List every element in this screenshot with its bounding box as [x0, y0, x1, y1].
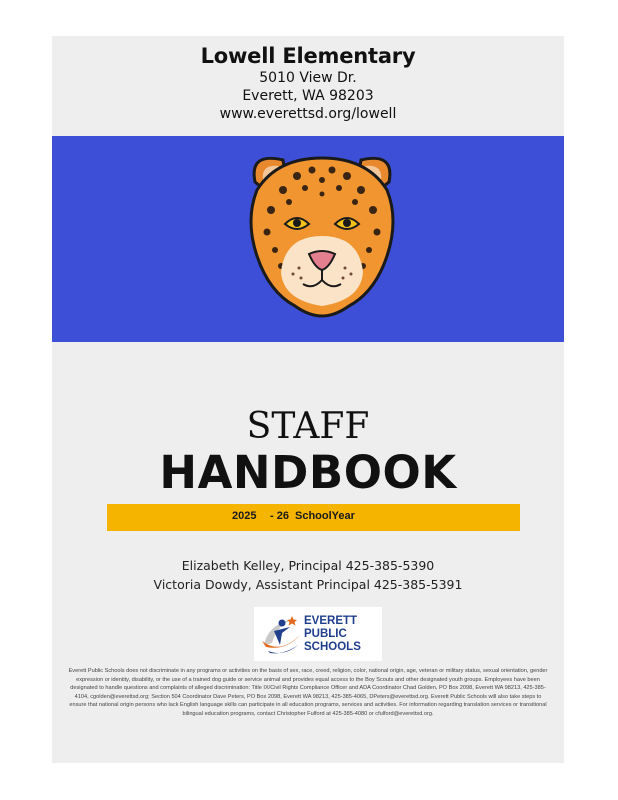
assistant-principal-contact: Victoria Dowdy, Assistant Principal 425-385-5391 — [153, 577, 463, 592]
school-year-label: SchoolYear — [295, 510, 355, 522]
principal-contact: Elizabeth Kelley, Principal 425-385-5390 — [181, 558, 435, 573]
title-staff: STAFF — [246, 406, 370, 447]
everett-public-schools-logo — [254, 607, 382, 661]
school-address-street: 5010 View Dr. — [259, 70, 357, 86]
handbook-cover-page — [52, 36, 564, 763]
logo-text-public: PUBLIC — [304, 628, 347, 640]
school-address-city: Everett, WA 98203 — [242, 88, 374, 104]
school-header — [52, 36, 564, 123]
logo-text-everett: EVERETT — [304, 615, 358, 627]
school-year-bar — [107, 504, 520, 531]
title-handbook: HANDBOOK — [159, 446, 457, 499]
school-name: Lowell Elementary — [200, 44, 416, 68]
logo-text-schools: SCHOOLS — [304, 641, 361, 653]
mascot-banner — [52, 136, 564, 342]
school-year-start: 2025 — [232, 510, 257, 522]
school-website: www.everettsd.org/lowell — [219, 106, 397, 122]
district-swoosh-icon — [258, 611, 304, 657]
school-year-end: - 26 — [270, 510, 289, 522]
nondiscrimination-statement: Everett Public Schools does not discriminate in any programs or activities on the basis of sex, race, creed, religion, color, national origin, age, veteran or military status, sexual orientation, gender expression or identity, disability, or the use of a trained dog guide or service animal and provides equal access to the Boy Scouts and other designated youth groups. Employees have been designated to handle questions and complaints of alleged discrimination: Title IX/Civil Rights Compliance Officer and ADA Coordinator Chad Golden, PO Box 2098, Everett WA 98213, 425-385-4104, cgolden@everettsd.org; Section 504 Coordinator Dave Peters, PO Box 2098, Everett WA 98213, 425-385-4065, DPeters@everettsd.org. Everett Public Schools will also take steps to ensure that national origin persons who lack English language skills can participate in all education programs, services and activities. For information regarding translation services or transitional bilingual education programs, contact Christopher Fulford at 425-385-4080 or cfulford@everettsd.org. — [68, 668, 548, 717]
jaguar-mascot-icon — [237, 150, 407, 330]
